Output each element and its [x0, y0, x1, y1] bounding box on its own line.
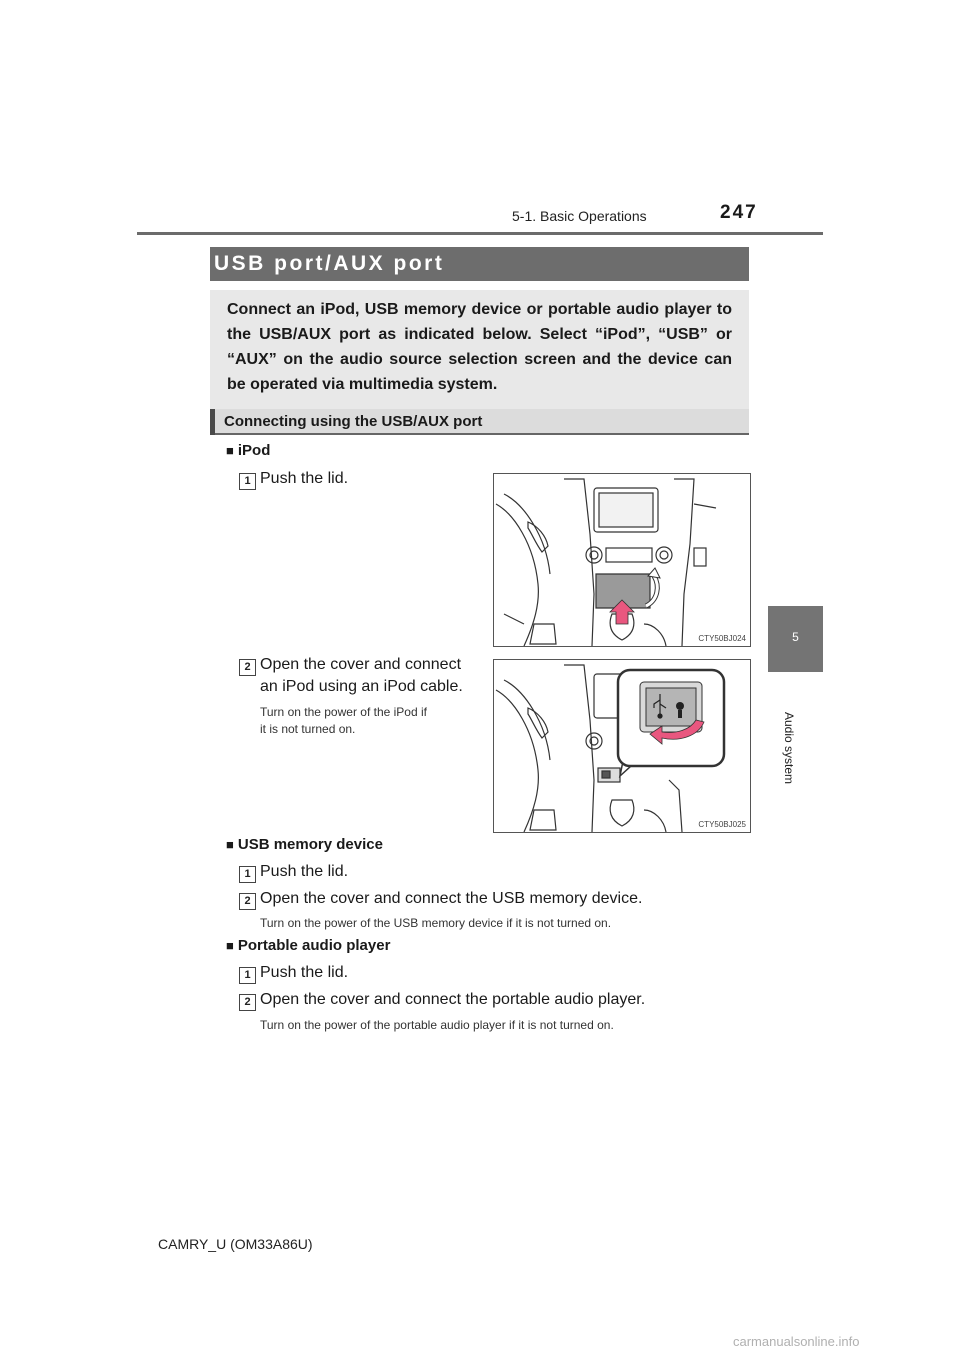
- step-number: 1: [239, 473, 256, 490]
- step-note: Turn on the power of the USB memory device if it is not turned on.: [260, 916, 612, 930]
- usb-heading-text: USB memory device: [237, 836, 383, 853]
- page-number: 247: [720, 202, 758, 223]
- bullet-square-icon: ■: [226, 837, 234, 852]
- subheading: Connecting using the USB/AUX port: [224, 413, 483, 430]
- document-code: CAMRY_U (OM33A86U): [158, 1236, 313, 1252]
- step-number: 2: [239, 893, 256, 910]
- step-text-line2: an iPod using an iPod cable.: [260, 678, 463, 695]
- header-rule: [137, 232, 823, 235]
- step-text: Open the cover and connect the portable audio player.: [260, 991, 646, 1008]
- portable-heading-text: Portable audio player: [237, 937, 391, 954]
- bullet-square-icon: ■: [226, 443, 234, 458]
- page-title: USB port/AUX port: [214, 252, 445, 275]
- step-text: Push the lid.: [260, 470, 349, 487]
- watermark: carmanualsonline.info: [733, 1334, 860, 1349]
- step-text: Push the lid.: [260, 964, 349, 981]
- step-text-line1: Open the cover and connect: [260, 656, 462, 673]
- usb-heading: [226, 836, 383, 853]
- step-note-line1: Turn on the power of the iPod if: [260, 705, 427, 719]
- portable-heading: [226, 937, 390, 954]
- ipod-heading: [226, 442, 270, 459]
- dashboard-closeup-illustration: [494, 660, 750, 832]
- step-number: 2: [239, 994, 256, 1011]
- bullet-square-icon: ■: [226, 938, 234, 953]
- figure-push-lid: [493, 473, 751, 647]
- subheading-edge: [210, 409, 215, 435]
- figure-open-cover: [493, 659, 751, 833]
- dashboard-illustration: [494, 474, 750, 646]
- step-note-line2: it is not turned on.: [260, 722, 356, 736]
- ipod-heading-text: iPod: [237, 442, 271, 459]
- step-number: 1: [239, 967, 256, 984]
- step-text: Push the lid.: [260, 863, 349, 880]
- step-number: 1: [239, 866, 256, 883]
- section-label: 5-1. Basic Operations: [512, 208, 647, 224]
- chapter-label: Audio system: [782, 712, 796, 785]
- figure-code: CTY50BJ025: [698, 820, 746, 829]
- chapter-number: 5: [792, 630, 799, 644]
- figure-code: CTY50BJ024: [698, 634, 746, 643]
- step-number: 2: [239, 659, 256, 676]
- step-note: Turn on the power of the portable audio player if it is not turned on.: [260, 1018, 614, 1032]
- intro-box: Connect an iPod, USB memory device or portable audio player to the USB/AUX port as indicated below. Select “iPod”, “USB” or “AUX” on the audio source selection screen and the device can be operated via multimedia system.: [210, 290, 749, 409]
- step-text: Open the cover and connect the USB memory device.: [260, 890, 643, 907]
